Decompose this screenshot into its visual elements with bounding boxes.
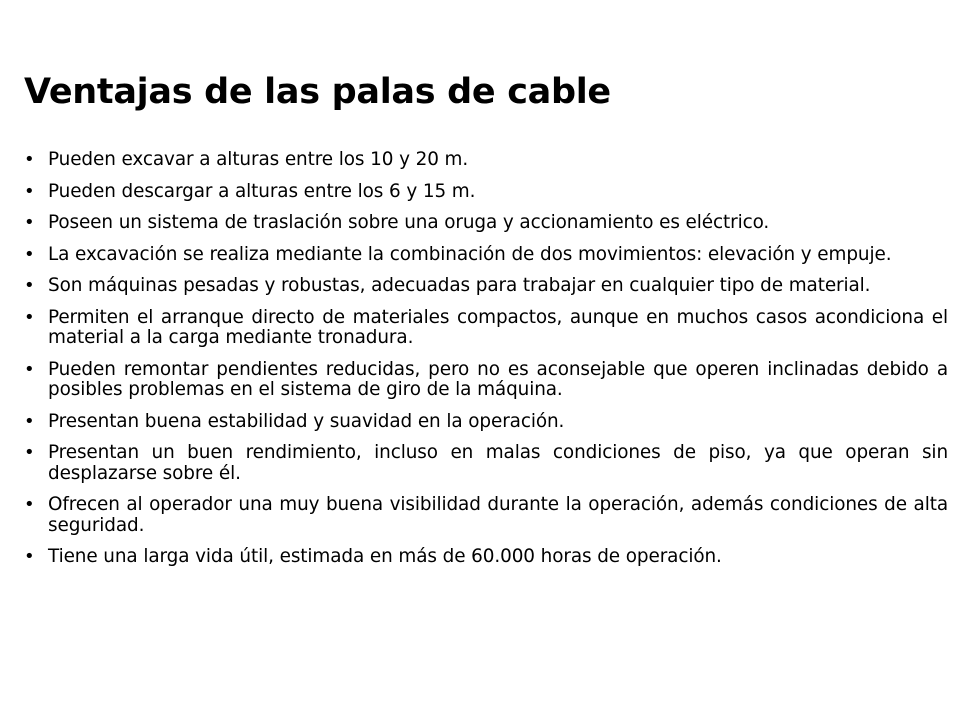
- bullet-text: Permiten el arranque directo de materiales compactos, aunque en muchos casos acondiciona el material a la carga mediante tronadura.: [48, 306, 948, 348]
- bullet-item: [48, 412, 948, 433]
- bullet-text: Poseen un sistema de traslación sobre una oruga y accionamiento es eléctrico.: [48, 212, 770, 233]
- bullet-item: [48, 150, 948, 171]
- bullet-text: Presentan buena estabilidad y suavidad en la operación.: [48, 410, 565, 432]
- bullet-item: [48, 213, 948, 234]
- bullet-item: [48, 547, 948, 568]
- bullet-item: [48, 245, 948, 266]
- bullet-text: Pueden remontar pendientes reducidas, pero no es aconsejable que operen inclinadas debido a posibles problemas en el sistema de giro de la máquina.: [48, 358, 948, 400]
- bullet-item: [48, 495, 948, 536]
- bullet-item: [48, 360, 948, 401]
- bullet-text: Tiene una larga vida útil, estimada en más de 60.000 horas de operación.: [48, 546, 722, 567]
- bullet-text: Son máquinas pesadas y robustas, adecuadas para trabajar en cualquier tipo de material.: [48, 275, 871, 296]
- bullet-list: [48, 150, 948, 579]
- bullet-item: [48, 443, 948, 484]
- bullet-item: [48, 308, 948, 349]
- bullet-text: La excavación se realiza mediante la combinación de dos movimientos: elevación y empuje.: [48, 243, 892, 265]
- bullet-text: Pueden excavar a alturas entre los 10 y 20 m.: [48, 149, 469, 170]
- slide-title: Ventajas de las palas de cable: [24, 72, 611, 112]
- bullet-item: [48, 276, 948, 297]
- bullet-text: Presentan un buen rendimiento, incluso en malas condiciones de piso, ya que operan sin desplazarse sobre él.: [48, 442, 948, 484]
- bullet-text: Pueden descargar a alturas entre los 6 y 15 m.: [48, 180, 476, 202]
- bullet-item: [48, 182, 948, 203]
- bullet-text: Ofrecen al operador una muy buena visibilidad durante la operación, además condiciones de alta seguridad.: [48, 494, 948, 536]
